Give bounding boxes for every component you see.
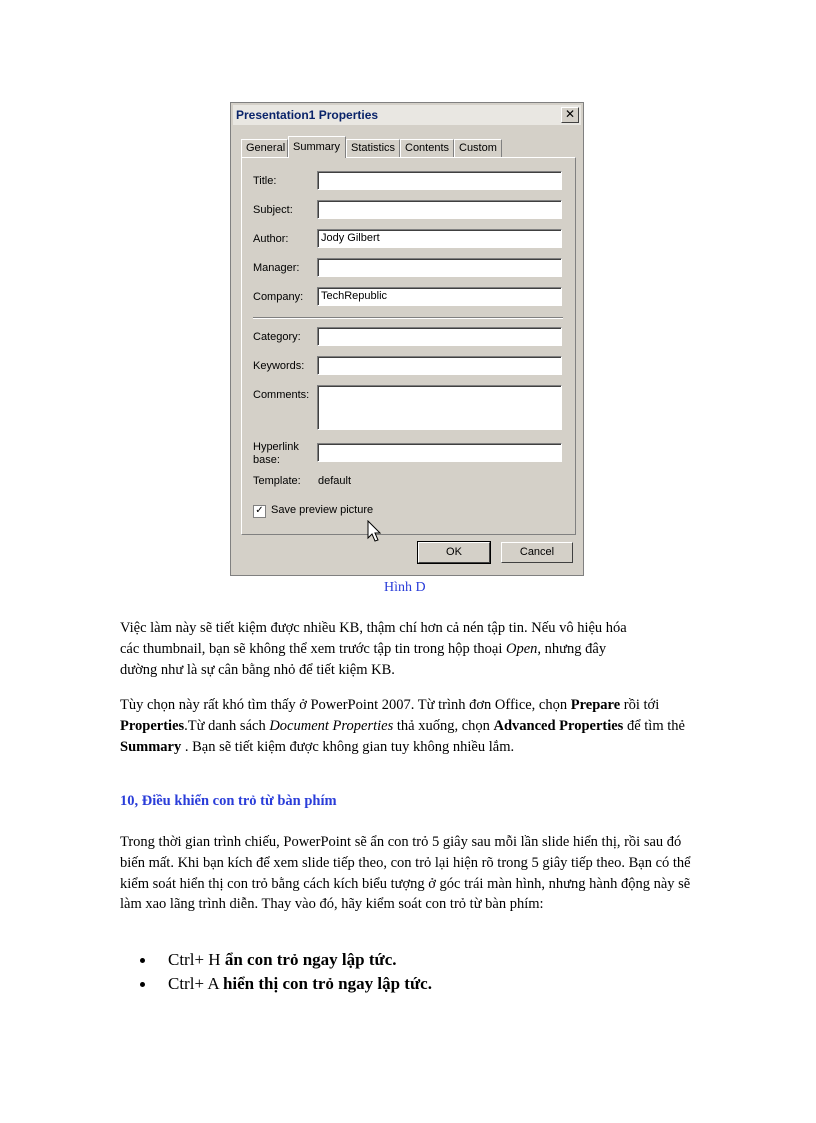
comments-field[interactable] xyxy=(317,385,562,430)
hyperlink-label-line1: Hyperlink xyxy=(253,441,299,453)
hyperlink-base-field[interactable] xyxy=(317,443,562,462)
title-label: Title: xyxy=(253,175,277,187)
keywords-label: Keywords: xyxy=(253,360,305,372)
ok-button[interactable]: OK xyxy=(418,542,490,563)
paragraph-line: Việc làm này sẽ tiết kiệm được nhiều KB, thậm chí hơn cả nén tập tin. Nếu vô hiệu hóa xyxy=(120,620,627,636)
dialog-title: Presentation1 Properties xyxy=(236,108,379,122)
properties-dialog xyxy=(230,102,584,576)
bullet-icon xyxy=(140,958,145,963)
paragraph-thumbnails xyxy=(120,618,700,680)
dialog-titlebar[interactable] xyxy=(233,105,581,125)
paragraph-line: các thumbnail, bạn sẽ không thể xem trước tập tin trong hộp thoại Open, nhưng đây xyxy=(120,640,607,657)
tab-summary[interactable]: Summary xyxy=(288,136,346,158)
list-item: Ctrl+ H ẩn con trỏ ngay lập tức. xyxy=(140,948,432,972)
save-preview-checkbox[interactable]: ✓ xyxy=(253,505,266,518)
author-field[interactable]: Jody Gilbert xyxy=(317,229,562,248)
title-field[interactable] xyxy=(317,171,562,190)
paragraph-cursor-control: Trong thời gian trình chiếu, PowerPoint sẽ ẩn con trỏ 5 giây sau mỗi lần slide hiển thị, rồi sau đó biến mất. Khi bạn kích để xem slide tiếp theo, con trỏ lại hiện rõ trong 5 giây tiếp theo. Bạn có thể kiểm soát hiển thị con trỏ bằng cách kích biểu tượng ở góc trái màn hình, nhưng hành động này sẽ làm xao lãng trình diễn. Thay vào đó, hãy kiểm soát con trỏ từ bàn phím: xyxy=(120,834,691,913)
paragraph-advanced-properties: Tùy chọn này rất khó tìm thấy ở PowerPoint 2007. Từ trình đơn Office, chọn Prepare rồi tới Properties.Từ danh sách Document Properties thả xuống, chọn Advanced Properties để tìm thẻ Summary . Bạn sẽ tiết kiệm được không gian tuy không nhiều lắm. xyxy=(120,697,685,755)
section-heading: 10, Điều khiển con trỏ từ bàn phím xyxy=(120,793,337,809)
shortcut-list xyxy=(140,948,432,996)
manager-label: Manager: xyxy=(253,262,300,274)
bullet-icon xyxy=(140,982,145,987)
keywords-field[interactable] xyxy=(317,356,562,375)
category-label: Category: xyxy=(253,331,301,343)
template-label: Template: xyxy=(253,475,301,487)
subject-field[interactable] xyxy=(317,200,562,219)
list-item: Ctrl+ A hiển thị con trỏ ngay lập tức. xyxy=(140,972,432,996)
field-separator xyxy=(253,317,563,319)
mouse-cursor-icon xyxy=(367,520,383,544)
tab-statistics[interactable]: Statistics xyxy=(346,139,400,157)
hyperlink-label-line2: base: xyxy=(253,454,280,466)
figure-caption: Hình D xyxy=(384,580,426,595)
company-label: Company: xyxy=(253,291,304,303)
save-preview-label[interactable]: Save preview picture xyxy=(271,504,374,516)
tab-contents[interactable]: Contents xyxy=(400,139,454,157)
paragraph-line: dường như là sự cân bằng nhỏ để tiết kiệm KB. xyxy=(120,661,395,678)
manager-field[interactable] xyxy=(317,258,562,277)
comments-label: Comments: xyxy=(253,389,310,401)
close-icon[interactable]: ✕ xyxy=(561,107,579,123)
tab-custom[interactable]: Custom xyxy=(454,139,502,157)
template-value: default xyxy=(318,475,352,487)
tab-general[interactable]: General xyxy=(241,139,288,157)
cancel-button[interactable]: Cancel xyxy=(501,542,573,563)
subject-label: Subject: xyxy=(253,204,293,216)
author-label: Author: xyxy=(253,233,289,245)
category-field[interactable] xyxy=(317,327,562,346)
company-field[interactable]: TechRepublic xyxy=(317,287,562,306)
